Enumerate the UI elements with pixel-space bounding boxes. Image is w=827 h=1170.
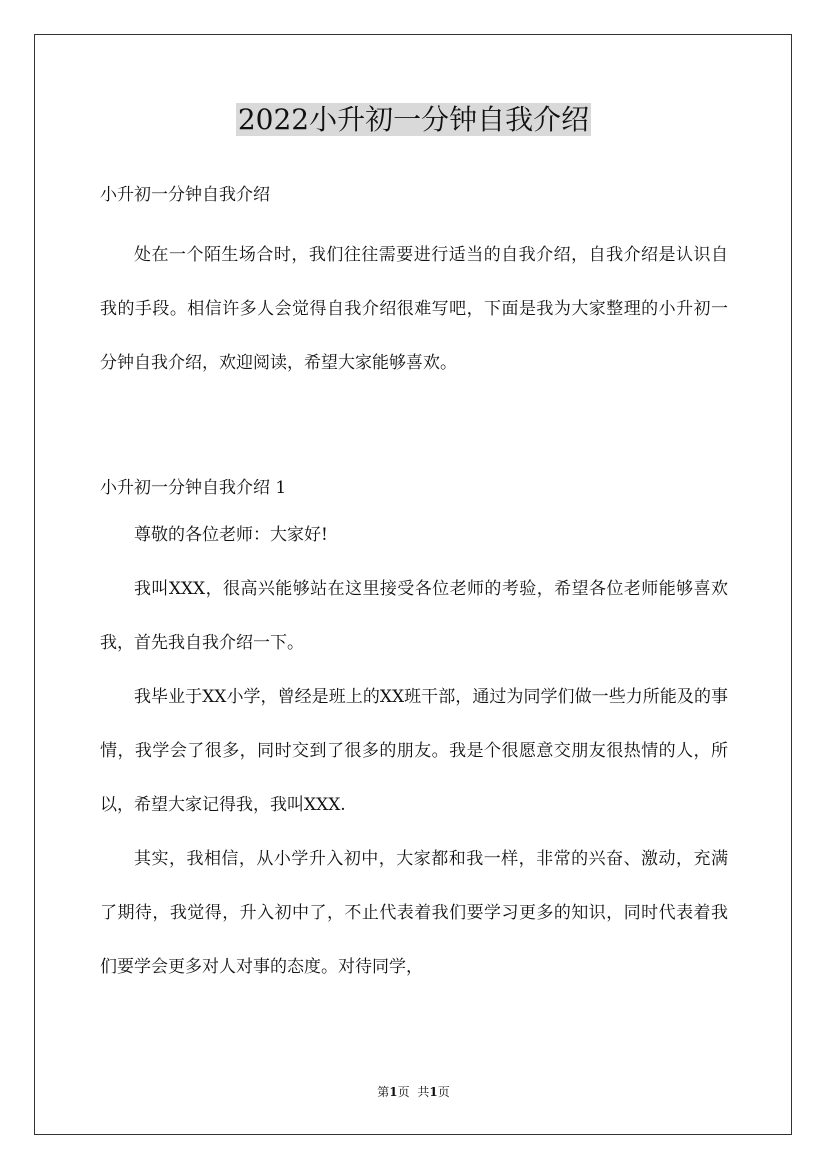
greeting-paragraph: 尊敬的各位老师：大家好! <box>134 525 328 545</box>
body-paragraph: 我毕业于XX小学，曾经是班上的XX班干部，通过为同学们做一些力所能及的事情，我学会了很多，同时交到了很多的朋友。我是个很愿意交朋友很热情的人，所以，希望大家记得我，我叫XXX. <box>100 687 728 815</box>
document-title-text: 2022小升初一分钟自我介绍 <box>237 103 590 136</box>
body-paragraph: 其实，我相信，从小学升入初中，大家都和我一样，非常的兴奋、激动，充满了期待，我觉得，升入初中了，不止代表着我们要学习更多的知识，同时代表着我们要学会更多对人对事的态度。对待同学， <box>100 849 728 977</box>
total-suffix: 页 <box>437 1085 450 1099</box>
page-prefix: 第 <box>377 1085 390 1099</box>
body-paragraph: 我叫XXX，很高兴能够站在这里接受各位老师的考验，希望各位老师能够喜欢我，首先我自我介绍一下。 <box>100 579 728 653</box>
document-body <box>100 175 728 994</box>
intro-paragraph: 处在一个陌生场合时，我们往往需要进行适当的自我介绍，自我介绍是认识自我的手段。相信许多人会觉得自我介绍很难写吧，下面是我为大家整理的小升初一分钟自我介绍，欢迎阅读，希望大家能够喜欢。 <box>100 245 728 373</box>
document-title <box>0 100 827 140</box>
total-pages: 1 <box>429 1085 438 1099</box>
total-prefix: 共 <box>417 1085 430 1099</box>
section-heading: 小升初一分钟自我介绍 1 <box>100 478 287 498</box>
document-subtitle: 小升初一分钟自我介绍 <box>100 185 270 205</box>
page-suffix: 页 <box>397 1085 410 1099</box>
page-footer <box>0 1083 827 1100</box>
page-number: 1 <box>389 1085 398 1099</box>
